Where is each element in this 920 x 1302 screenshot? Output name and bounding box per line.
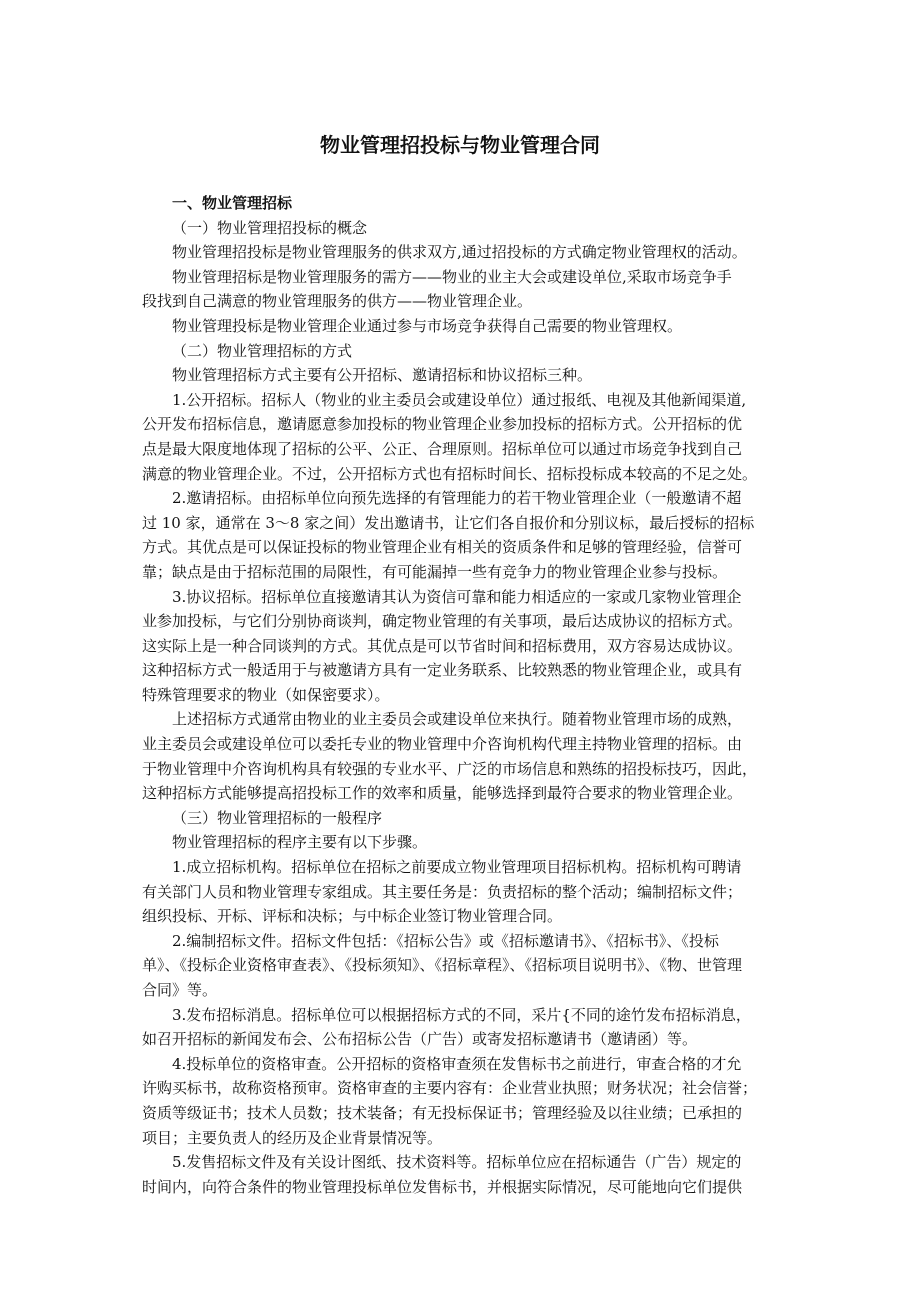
text-line: 业主委员会或建设单位可以委托专业的物业管理中介咨询机构代理主持物业管理的招标。由	[142, 735, 743, 754]
text-line: （三）物业管理招标的一般程序	[172, 808, 383, 827]
text-line: 2.编制招标文件。招标文件包括：《招标公告》或《招标邀请书》、《招标书》、《投标	[172, 931, 719, 950]
text-line: 物业管理投标是物业管理企业通过参与市场竞争获得自己需要的物业管理权。	[172, 316, 683, 335]
text-line: 1.公开招标。招标人（物业的业主委员会或建设单位）通过报纸、电视及其他新闻渠道,	[172, 390, 747, 409]
text-line: （二）物业管理招标的方式	[172, 341, 353, 360]
text-line: 特殊管理要求的物业（如保密要求）。	[142, 685, 390, 704]
text-line: 5.发售招标文件及有关设计图纸、技术资料等。招标单位应在招标通告（广告）规定的	[172, 1153, 742, 1172]
text-line: 上述招标方式通常由物业的业主委员会或建设单位来执行。随着物业管理市场的成熟，	[172, 710, 743, 729]
paragraph-lines	[142, 240, 784, 1199]
text-line: 满意的物业管理企业。不过，公开招标方式也有招标时间长、招标投标成本较高的不足之处。	[142, 464, 758, 483]
text-line: 物业管理招标是物业管理服务的需方——物业的业主大会或建设单位,采取市场竞争手	[172, 267, 732, 286]
text-line: 段找到自己满意的物业管理服务的供方——物业管理企业。	[142, 292, 533, 311]
text-line: 业参加投标，与它们分别协商谈判，确定物业管理的有关事项，最后达成协议的招标方式。	[142, 612, 743, 631]
text-line: 1.成立招标机构。招标单位在招标之前要成立物业管理项目招标机构。招标机构可聘请	[172, 858, 742, 877]
text-line: 公开发布招标信息，邀请愿意参加投标的物业管理企业参加投标的招标方式。公开招标的优	[142, 415, 743, 434]
text-line: 这种招标方式能够提高招投标工作的效率和质量，能够选择到最符合要求的物业管理企业。	[142, 784, 743, 803]
text-line: 单》、《投标企业资格审查表》、《投标须知》、《招标章程》、《招标项目说明书》、《物、世管理	[142, 956, 743, 975]
text-line: 资质等级证书；技术人员数；技术装备；有无投标保证书；管理经验及以往业绩；已承担的	[142, 1103, 743, 1122]
section-heading: 一、物业管理招标	[172, 194, 293, 212]
text-line: 有关部门人员和物业管理专家组成。其主要任务是：负责招标的整个活动；编制招标文件；	[142, 882, 743, 901]
text-line: 合同》等。	[142, 981, 218, 999]
text-line: 方式。其优点是可以保证投标的物业管理企业有相关的资质条件和足够的管理经验，信誉可	[142, 538, 743, 557]
subsection-heading: （一）物业管理招投标的概念	[172, 218, 368, 237]
text-line: 3.发布招标消息。招标单位可以根据招标方式的不同，采片{不同的途竹发布招标消息，	[172, 1005, 751, 1024]
text-line: 2.邀请招标。由招标单位向预先选择的有管理能力的若干物业管理企业（一般邀请不超	[172, 489, 742, 508]
text-line: 物业管理招标方式主要有公开招标、邀请招标和协议招标三种。	[172, 366, 593, 385]
text-line: 物业管理招投标是物业管理服务的供求双方,通过招投标的方式确定物业管理权的活动。	[172, 243, 747, 262]
text-line: 3.协议招标。招标单位直接邀请其认为资信可靠和能力相适应的一家或几家物业管理企	[172, 587, 742, 606]
text-line: 许购买标书，故称资格预审。资格审查的主要内容有：企业营业执照；财务状况；社会信誉；	[142, 1079, 758, 1098]
text-line: 如召开招标的新闻发布会、公布招标公告（广告）或寄发招标邀请书（邀请函）等。	[142, 1030, 698, 1049]
text-line: 物业管理招标的程序主要有以下步骤。	[172, 833, 428, 852]
text-line: 项目；主要负责人的经历及企业背景情况等。	[142, 1128, 443, 1147]
text-line: 组织投标、开标、评标和决标；与中标企业签订物业管理合同。	[142, 907, 563, 926]
text-line: 这实际上是一种合同谈判的方式。其优点是可以节省时间和招标费用，双方容易达成协议。	[142, 636, 743, 655]
text-line: 时间内，向符合条件的物业管理投标单位发售标书，并根据实际情况，尽可能地向它们提供	[142, 1177, 743, 1196]
text-line: 靠；缺点是由于招标范围的局限性，有可能漏掉一些有竞争力的物业管理企业参与投标。	[142, 562, 728, 581]
document-body	[142, 191, 784, 1199]
text-line: 过 10 家，通常在 3～8 家之间）发出邀请书，让它们各自报价和分别议标，最后授标的招标	[142, 513, 755, 532]
text-line: 于物业管理中介咨询机构具有较强的专业水平、广泛的市场信息和熟练的招投标技巧，因此，	[142, 759, 758, 778]
text-line: 点是最大限度地体现了招标的公平、公正、合理原则。招标单位可以通过市场竞争找到自己	[142, 439, 743, 458]
text-line: 4.投标单位的资格审查。公开招标的资格审查须在发售标书之前进行，审查合格的才允	[172, 1054, 742, 1073]
text-line: 这种招标方式一般适用于与被邀请方具有一定业务联系、比较熟悉的物业管理企业，或具有	[142, 661, 743, 680]
document-title: 物业管理招投标与物业管理合同	[320, 133, 600, 157]
